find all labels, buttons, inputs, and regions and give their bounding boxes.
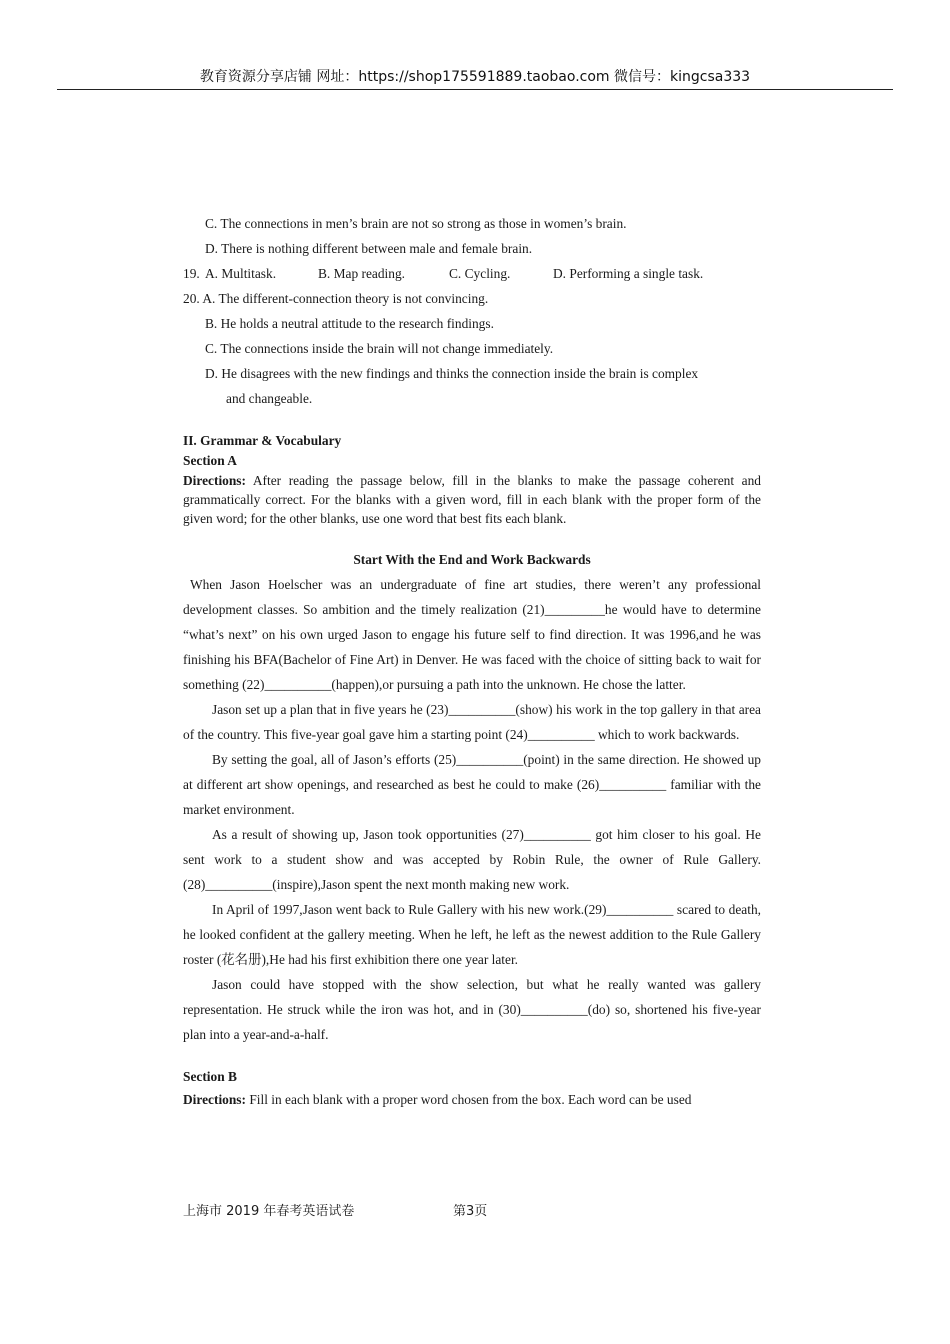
footer-page-number: 第3页 <box>453 1204 488 1219</box>
q19-option-d: D. Performing a single task. <box>553 266 704 281</box>
section-heading: II. Grammar & Vocabulary <box>183 433 342 448</box>
passage-paragraph-2: Jason set up a plan that in five years he (23)__________(show) his work in the top gallery in that area of the country. This five-year goal gave him a starting point (24)__________ which to work backwards. <box>183 702 761 742</box>
passage-title: Start With the End and Work Backwards <box>353 552 591 567</box>
section-b-label: Section B <box>183 1069 237 1084</box>
q18-option-d: D. There is nothing different between male and female brain. <box>205 241 533 256</box>
passage-paragraph-5: In April of 1997,Jason went back to Rule Gallery with his new work.(29)__________ scared to death, he looked confident at the gallery meeting. When he left, he left as the newest addition to the Rule Gallery roster (花名册),He had his first exhibition there one year later. <box>183 902 761 967</box>
footer-exam-title: 上海市 2019 年春考英语试卷 <box>183 1204 355 1219</box>
passage-paragraph-1: When Jason Hoelscher was an undergraduate of fine art studies, there weren’t any professional development classes. So ambition and the timely realization (21)_________he would have to determine “what’s next” on his own urged Jason to engage his future self to find direction. It was 1996,and he was finishing his BFA(Bachelor of Fine Art) in Denver. He was faced with the choice of sitting back to wait for something (22)__________(happen),or pursuing a path into the unknown. He chose the latter. <box>183 577 761 692</box>
q19-option-c: C. Cycling. <box>449 266 511 281</box>
q19-options <box>183 261 761 286</box>
passage-paragraph-3: By setting the goal, all of Jason’s efforts (25)__________(point) in the same direction. He showed up at different art show openings, and researched as best he could to make (26)__________ familiar with the market environment. <box>183 752 761 817</box>
header-rule <box>57 89 893 90</box>
q19-option-a: A. Multitask. <box>205 266 277 281</box>
directions-text: After reading the passage below, fill in the blanks to make the passage coherent and grammatically correct. For the blanks with a given word, fill in each blank with the proper form of the given word; for the other blanks, use one word that best fits each blank. <box>183 473 761 526</box>
passage-paragraph-4: As a result of showing up, Jason took opportunities (27)__________ got him closer to his goal. He sent work to a student show and was accepted by Robin Rule, the owner of Rule Gallery.(28)__________(inspire),Jason spent the next month making new work. <box>183 827 761 892</box>
q20-option-c: C. The connections inside the brain will not change immediately. <box>205 341 554 356</box>
q19-option-b: B. Map reading. <box>318 266 406 281</box>
q20-option-d-line2: and changeable. <box>226 391 313 406</box>
page-header: 教育资源分享店铺 网址：https://shop175591889.taobao.com 微信号：kingcsa333 <box>199 69 751 85</box>
q20-option-b: B. He holds a neutral attitude to the research findings. <box>205 316 494 331</box>
q18-option-c: C. The connections in men’s brain are not so strong as those in women’s brain. <box>205 216 627 231</box>
directions-label: Directions: <box>183 473 246 488</box>
q19-number: 19. <box>183 266 200 281</box>
directions-b-label: Directions: <box>183 1092 246 1107</box>
q20-option-d-line1: D. He disagrees with the new findings and thinks the connection inside the brain is complex <box>205 366 699 381</box>
directions-b-text: Fill in each blank with a proper word chosen from the box. Each word can be used <box>245 1092 692 1107</box>
q20-option-a: 20. A. The different-connection theory is not convincing. <box>183 291 489 306</box>
section-a-label: Section A <box>183 453 237 468</box>
section-b-directions <box>183 1087 761 1113</box>
section-a-directions <box>183 471 761 528</box>
passage-paragraph-6: Jason could have stopped with the show selection, but what he really wanted was gallery representation. He struck while the iron was hot, and in (30)__________(do) so, shortened his five-year plan into a year-and-a-half. <box>183 977 761 1042</box>
page-content <box>183 211 761 1113</box>
